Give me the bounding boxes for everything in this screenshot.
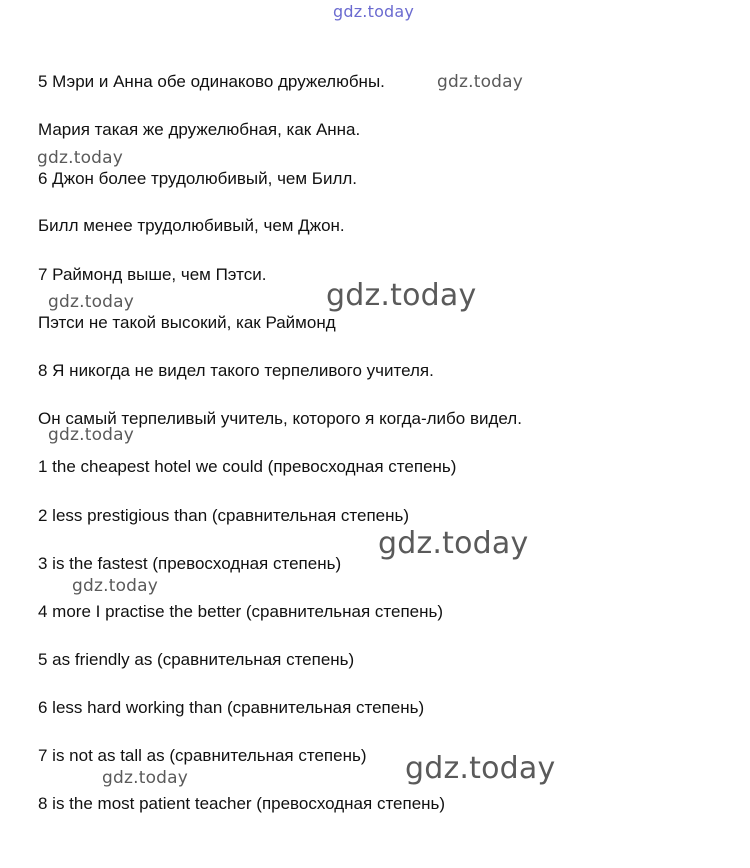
text-line: Билл менее трудолюбивый, чем Джон. — [38, 216, 345, 235]
text-line: 7 Раймонд выше, чем Пэтси. — [38, 265, 267, 284]
text-line: 8 Я никогда не видел такого терпеливого учителя. — [38, 361, 434, 380]
text-line: 5 as friendly as (сравнительная степень) — [38, 650, 355, 669]
text-line: Он самый терпеливый учитель, которого я когда-либо видел. — [38, 409, 522, 428]
watermark: gdz.today — [48, 292, 135, 312]
watermark: gdz.today — [437, 72, 524, 92]
text-line: 2 less prestigious than (сравнительная степень) — [38, 506, 410, 525]
text-line: 6 Джон более трудолюбивый, чем Билл. — [38, 169, 358, 188]
text-line: 3 is the fastest (превосходная степень) — [38, 554, 342, 573]
text-line: 8 is the most patient teacher (превосходная степень) — [38, 794, 446, 813]
watermark: gdz.today — [405, 751, 556, 786]
watermark: gdz.today — [37, 148, 124, 168]
text-line: 1 the cheapest hotel we could (превосходная степень) — [38, 457, 457, 476]
text-line: 5 Мэри и Анна обе одинаково дружелюбны. — [38, 72, 385, 91]
watermark: gdz.today — [378, 526, 529, 561]
text-line: 6 less hard working than (сравнительная степень) — [38, 698, 425, 717]
watermark: gdz.today — [48, 425, 135, 445]
header-watermark: gdz.today — [333, 2, 415, 21]
watermark: gdz.today — [72, 576, 159, 596]
text-line: 7 is not as tall as (сравнительная степень) — [38, 746, 367, 765]
watermark: gdz.today — [102, 768, 189, 788]
watermark: gdz.today — [326, 278, 477, 313]
text-line: 4 more I practise the better (сравнительная степень) — [38, 602, 444, 621]
text-line: Пэтси не такой высокий, как Раймонд — [38, 313, 336, 332]
text-line: Мария такая же дружелюбная, как Анна. — [38, 120, 361, 139]
